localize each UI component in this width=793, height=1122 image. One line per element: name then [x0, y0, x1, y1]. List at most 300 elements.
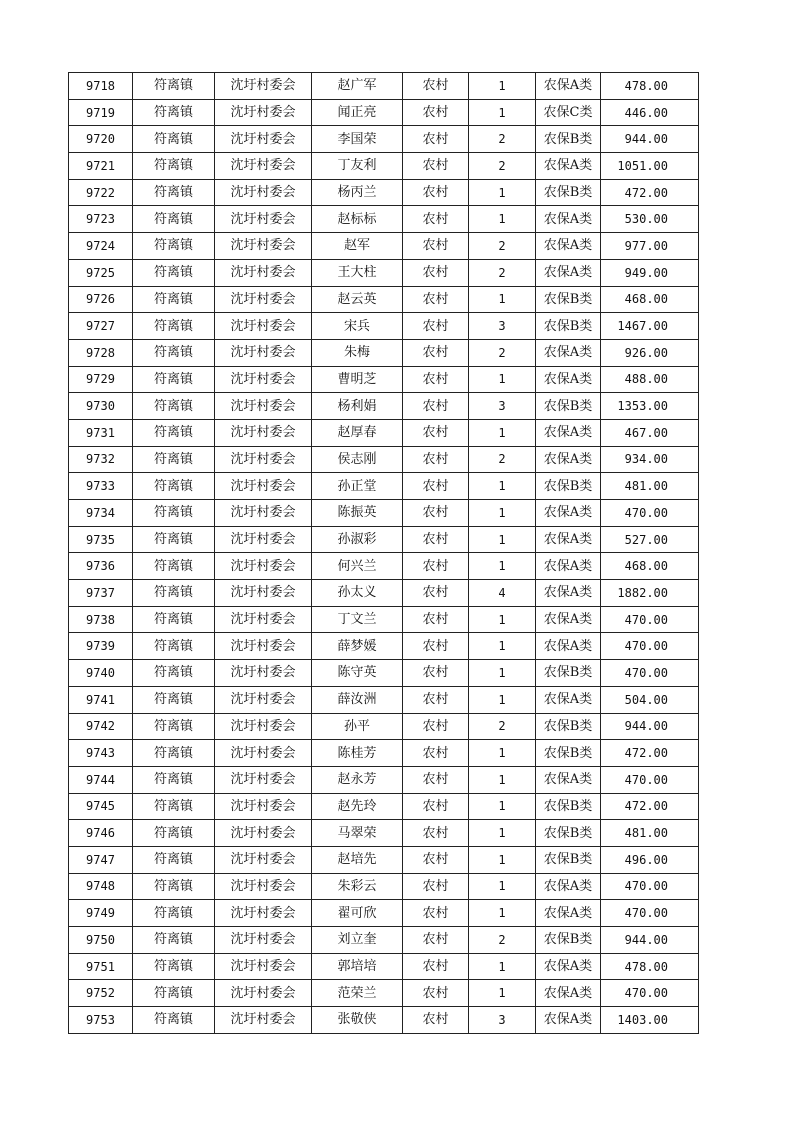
cell-village: 沈圩村委会 — [215, 313, 312, 340]
cell-row-number: 9735 — [69, 526, 133, 553]
cell-row-number: 9739 — [69, 633, 133, 660]
cell-insurance-category: 农保B类 — [536, 820, 601, 847]
cell-amount: 468.00 — [601, 286, 699, 313]
cell-row-number: 9742 — [69, 713, 133, 740]
cell-area-type: 农村 — [403, 953, 469, 980]
cell-town: 符离镇 — [133, 1007, 215, 1034]
cell-amount: 478.00 — [601, 73, 699, 100]
cell-village: 沈圩村委会 — [215, 366, 312, 393]
cell-area-type: 农村 — [403, 660, 469, 687]
cell-town: 符离镇 — [133, 393, 215, 420]
cell-row-number: 9745 — [69, 793, 133, 820]
cell-area-type: 农村 — [403, 366, 469, 393]
cell-village: 沈圩村委会 — [215, 446, 312, 473]
cell-insurance-category: 农保A类 — [536, 686, 601, 713]
cell-town: 符离镇 — [133, 99, 215, 126]
cell-insurance-category: 农保A类 — [536, 873, 601, 900]
table-row — [69, 153, 699, 180]
cell-household-size: 1 — [469, 980, 536, 1007]
cell-insurance-category: 农保B类 — [536, 927, 601, 954]
cell-amount: 1403.00 — [601, 1007, 699, 1034]
table-row — [69, 793, 699, 820]
cell-town: 符离镇 — [133, 900, 215, 927]
cell-town: 符离镇 — [133, 980, 215, 1007]
table-row — [69, 126, 699, 153]
cell-household-size: 3 — [469, 393, 536, 420]
cell-row-number: 9736 — [69, 553, 133, 580]
cell-household-size: 3 — [469, 1007, 536, 1034]
cell-name: 陈守英 — [312, 660, 403, 687]
cell-town: 符离镇 — [133, 766, 215, 793]
cell-household-size: 2 — [469, 259, 536, 286]
cell-insurance-category: 农保A类 — [536, 153, 601, 180]
cell-name: 赵军 — [312, 233, 403, 260]
cell-area-type: 农村 — [403, 820, 469, 847]
cell-area-type: 农村 — [403, 1007, 469, 1034]
cell-town: 符离镇 — [133, 419, 215, 446]
cell-insurance-category: 农保B类 — [536, 473, 601, 500]
cell-area-type: 农村 — [403, 713, 469, 740]
cell-amount: 467.00 — [601, 419, 699, 446]
cell-amount: 470.00 — [601, 900, 699, 927]
cell-insurance-category: 农保B类 — [536, 286, 601, 313]
cell-insurance-category: 农保A类 — [536, 953, 601, 980]
cell-row-number: 9718 — [69, 73, 133, 100]
cell-name: 杨利娟 — [312, 393, 403, 420]
cell-household-size: 1 — [469, 686, 536, 713]
cell-name: 薛梦媛 — [312, 633, 403, 660]
cell-amount: 944.00 — [601, 126, 699, 153]
cell-row-number: 9726 — [69, 286, 133, 313]
cell-name: 陈桂芳 — [312, 740, 403, 767]
cell-area-type: 农村 — [403, 73, 469, 100]
cell-amount: 470.00 — [601, 873, 699, 900]
cell-household-size: 1 — [469, 953, 536, 980]
cell-village: 沈圩村委会 — [215, 580, 312, 607]
cell-insurance-category: 农保B类 — [536, 740, 601, 767]
table-row — [69, 419, 699, 446]
cell-town: 符离镇 — [133, 633, 215, 660]
cell-town: 符离镇 — [133, 313, 215, 340]
table-row — [69, 99, 699, 126]
cell-row-number: 9746 — [69, 820, 133, 847]
cell-village: 沈圩村委会 — [215, 793, 312, 820]
table-row — [69, 393, 699, 420]
cell-name: 赵培先 — [312, 846, 403, 873]
cell-town: 符离镇 — [133, 153, 215, 180]
cell-household-size: 1 — [469, 206, 536, 233]
cell-amount: 488.00 — [601, 366, 699, 393]
cell-household-size: 1 — [469, 99, 536, 126]
cell-village: 沈圩村委会 — [215, 126, 312, 153]
cell-name: 赵广军 — [312, 73, 403, 100]
cell-row-number: 9719 — [69, 99, 133, 126]
cell-amount: 504.00 — [601, 686, 699, 713]
cell-insurance-category: 农保B类 — [536, 713, 601, 740]
cell-village: 沈圩村委会 — [215, 179, 312, 206]
cell-town: 符离镇 — [133, 206, 215, 233]
cell-village: 沈圩村委会 — [215, 900, 312, 927]
cell-area-type: 农村 — [403, 900, 469, 927]
cell-household-size: 1 — [469, 366, 536, 393]
cell-amount: 944.00 — [601, 713, 699, 740]
cell-insurance-category: 农保B类 — [536, 179, 601, 206]
cell-row-number: 9752 — [69, 980, 133, 1007]
cell-row-number: 9737 — [69, 580, 133, 607]
cell-name: 范荣兰 — [312, 980, 403, 1007]
cell-town: 符离镇 — [133, 526, 215, 553]
cell-town: 符离镇 — [133, 713, 215, 740]
cell-village: 沈圩村委会 — [215, 553, 312, 580]
cell-name: 翟可欣 — [312, 900, 403, 927]
cell-village: 沈圩村委会 — [215, 393, 312, 420]
cell-area-type: 农村 — [403, 526, 469, 553]
cell-household-size: 1 — [469, 633, 536, 660]
table-row — [69, 500, 699, 527]
cell-town: 符离镇 — [133, 660, 215, 687]
cell-insurance-category: 农保A类 — [536, 900, 601, 927]
cell-insurance-category: 农保A类 — [536, 73, 601, 100]
table-row — [69, 873, 699, 900]
cell-name: 郭培培 — [312, 953, 403, 980]
cell-village: 沈圩村委会 — [215, 259, 312, 286]
cell-town: 符离镇 — [133, 126, 215, 153]
cell-insurance-category: 农保B类 — [536, 393, 601, 420]
table-row — [69, 553, 699, 580]
cell-village: 沈圩村委会 — [215, 73, 312, 100]
table-row — [69, 633, 699, 660]
cell-town: 符离镇 — [133, 339, 215, 366]
cell-name: 赵云英 — [312, 286, 403, 313]
cell-area-type: 农村 — [403, 179, 469, 206]
table-row — [69, 927, 699, 954]
cell-town: 符离镇 — [133, 740, 215, 767]
cell-town: 符离镇 — [133, 580, 215, 607]
cell-village: 沈圩村委会 — [215, 419, 312, 446]
table-row — [69, 820, 699, 847]
cell-town: 符离镇 — [133, 873, 215, 900]
cell-village: 沈圩村委会 — [215, 606, 312, 633]
cell-amount: 481.00 — [601, 473, 699, 500]
cell-area-type: 农村 — [403, 846, 469, 873]
cell-insurance-category: 农保A类 — [536, 580, 601, 607]
cell-household-size: 1 — [469, 73, 536, 100]
cell-name: 赵厚春 — [312, 419, 403, 446]
cell-insurance-category: 农保A类 — [536, 339, 601, 366]
cell-area-type: 农村 — [403, 606, 469, 633]
cell-insurance-category: 农保A类 — [536, 446, 601, 473]
cell-area-type: 农村 — [403, 686, 469, 713]
table-row — [69, 446, 699, 473]
cell-amount: 1353.00 — [601, 393, 699, 420]
cell-row-number: 9741 — [69, 686, 133, 713]
cell-name: 赵标标 — [312, 206, 403, 233]
table-row — [69, 606, 699, 633]
cell-area-type: 农村 — [403, 873, 469, 900]
cell-village: 沈圩村委会 — [215, 1007, 312, 1034]
cell-village: 沈圩村委会 — [215, 206, 312, 233]
cell-area-type: 农村 — [403, 980, 469, 1007]
table-row — [69, 686, 699, 713]
cell-name: 薛汝洲 — [312, 686, 403, 713]
cell-area-type: 农村 — [403, 233, 469, 260]
cell-village: 沈圩村委会 — [215, 633, 312, 660]
cell-insurance-category: 农保A类 — [536, 526, 601, 553]
cell-village: 沈圩村委会 — [215, 286, 312, 313]
cell-area-type: 农村 — [403, 153, 469, 180]
table-row — [69, 179, 699, 206]
cell-amount: 977.00 — [601, 233, 699, 260]
cell-name: 闻正亮 — [312, 99, 403, 126]
cell-town: 符离镇 — [133, 953, 215, 980]
cell-name: 刘立奎 — [312, 927, 403, 954]
cell-insurance-category: 农保A类 — [536, 1007, 601, 1034]
cell-town: 符离镇 — [133, 846, 215, 873]
cell-area-type: 农村 — [403, 339, 469, 366]
cell-town: 符离镇 — [133, 553, 215, 580]
table-row — [69, 660, 699, 687]
cell-town: 符离镇 — [133, 500, 215, 527]
cell-name: 朱彩云 — [312, 873, 403, 900]
cell-insurance-category: 农保B类 — [536, 126, 601, 153]
cell-insurance-category: 农保A类 — [536, 980, 601, 1007]
cell-village: 沈圩村委会 — [215, 820, 312, 847]
cell-town: 符离镇 — [133, 793, 215, 820]
table-row — [69, 766, 699, 793]
cell-row-number: 9753 — [69, 1007, 133, 1034]
cell-insurance-category: 农保A类 — [536, 366, 601, 393]
table-row — [69, 1007, 699, 1034]
cell-row-number: 9732 — [69, 446, 133, 473]
cell-row-number: 9728 — [69, 339, 133, 366]
table-row — [69, 980, 699, 1007]
cell-row-number: 9738 — [69, 606, 133, 633]
cell-insurance-category: 农保A类 — [536, 766, 601, 793]
cell-household-size: 4 — [469, 580, 536, 607]
cell-household-size: 1 — [469, 286, 536, 313]
table-body — [69, 73, 699, 1034]
table-row — [69, 580, 699, 607]
cell-amount: 446.00 — [601, 99, 699, 126]
cell-amount: 926.00 — [601, 339, 699, 366]
cell-town: 符离镇 — [133, 233, 215, 260]
cell-name: 朱梅 — [312, 339, 403, 366]
table-row — [69, 73, 699, 100]
cell-row-number: 9724 — [69, 233, 133, 260]
cell-household-size: 1 — [469, 660, 536, 687]
cell-town: 符离镇 — [133, 927, 215, 954]
cell-village: 沈圩村委会 — [215, 233, 312, 260]
cell-name: 丁文兰 — [312, 606, 403, 633]
cell-amount: 530.00 — [601, 206, 699, 233]
cell-household-size: 1 — [469, 179, 536, 206]
cell-village: 沈圩村委会 — [215, 873, 312, 900]
cell-amount: 527.00 — [601, 526, 699, 553]
cell-amount: 472.00 — [601, 179, 699, 206]
cell-household-size: 1 — [469, 526, 536, 553]
cell-village: 沈圩村委会 — [215, 99, 312, 126]
cell-amount: 944.00 — [601, 927, 699, 954]
cell-area-type: 农村 — [403, 286, 469, 313]
cell-row-number: 9744 — [69, 766, 133, 793]
table-row — [69, 713, 699, 740]
cell-amount: 470.00 — [601, 606, 699, 633]
cell-village: 沈圩村委会 — [215, 953, 312, 980]
cell-row-number: 9748 — [69, 873, 133, 900]
cell-row-number: 9723 — [69, 206, 133, 233]
cell-area-type: 农村 — [403, 313, 469, 340]
cell-area-type: 农村 — [403, 393, 469, 420]
cell-row-number: 9740 — [69, 660, 133, 687]
cell-town: 符离镇 — [133, 446, 215, 473]
cell-amount: 470.00 — [601, 766, 699, 793]
cell-name: 陈振英 — [312, 500, 403, 527]
table-row — [69, 233, 699, 260]
table-row — [69, 473, 699, 500]
cell-amount: 934.00 — [601, 446, 699, 473]
cell-household-size: 1 — [469, 846, 536, 873]
cell-area-type: 农村 — [403, 580, 469, 607]
cell-household-size: 1 — [469, 606, 536, 633]
cell-household-size: 1 — [469, 419, 536, 446]
cell-town: 符离镇 — [133, 686, 215, 713]
cell-amount: 1051.00 — [601, 153, 699, 180]
cell-household-size: 1 — [469, 766, 536, 793]
cell-insurance-category: 农保A类 — [536, 606, 601, 633]
cell-insurance-category: 农保C类 — [536, 99, 601, 126]
cell-village: 沈圩村委会 — [215, 473, 312, 500]
cell-row-number: 9751 — [69, 953, 133, 980]
cell-household-size: 2 — [469, 153, 536, 180]
cell-household-size: 2 — [469, 927, 536, 954]
cell-amount: 472.00 — [601, 793, 699, 820]
table-row — [69, 366, 699, 393]
cell-row-number: 9730 — [69, 393, 133, 420]
cell-name: 赵先玲 — [312, 793, 403, 820]
cell-town: 符离镇 — [133, 366, 215, 393]
cell-village: 沈圩村委会 — [215, 846, 312, 873]
cell-town: 符离镇 — [133, 606, 215, 633]
cell-village: 沈圩村委会 — [215, 766, 312, 793]
cell-village: 沈圩村委会 — [215, 980, 312, 1007]
cell-name: 马翠荣 — [312, 820, 403, 847]
cell-name: 孙正堂 — [312, 473, 403, 500]
cell-household-size: 2 — [469, 713, 536, 740]
cell-town: 符离镇 — [133, 473, 215, 500]
cell-name: 孙淑彩 — [312, 526, 403, 553]
cell-row-number: 9733 — [69, 473, 133, 500]
cell-village: 沈圩村委会 — [215, 686, 312, 713]
cell-name: 王大柱 — [312, 259, 403, 286]
cell-household-size: 1 — [469, 873, 536, 900]
cell-row-number: 9727 — [69, 313, 133, 340]
relief-roster-table — [68, 72, 699, 1034]
cell-row-number: 9720 — [69, 126, 133, 153]
cell-amount: 481.00 — [601, 820, 699, 847]
cell-area-type: 农村 — [403, 206, 469, 233]
cell-area-type: 农村 — [403, 473, 469, 500]
cell-insurance-category: 农保B类 — [536, 793, 601, 820]
cell-village: 沈圩村委会 — [215, 713, 312, 740]
cell-village: 沈圩村委会 — [215, 740, 312, 767]
cell-area-type: 农村 — [403, 99, 469, 126]
cell-area-type: 农村 — [403, 419, 469, 446]
cell-area-type: 农村 — [403, 126, 469, 153]
cell-name: 侯志刚 — [312, 446, 403, 473]
cell-name: 李国荣 — [312, 126, 403, 153]
cell-row-number: 9750 — [69, 927, 133, 954]
cell-row-number: 9725 — [69, 259, 133, 286]
cell-household-size: 1 — [469, 500, 536, 527]
table-row — [69, 846, 699, 873]
cell-village: 沈圩村委会 — [215, 500, 312, 527]
cell-insurance-category: 农保A类 — [536, 553, 601, 580]
cell-amount: 1467.00 — [601, 313, 699, 340]
table-row — [69, 526, 699, 553]
cell-name: 孙平 — [312, 713, 403, 740]
cell-household-size: 1 — [469, 740, 536, 767]
cell-insurance-category: 农保A类 — [536, 259, 601, 286]
cell-village: 沈圩村委会 — [215, 927, 312, 954]
cell-name: 宋兵 — [312, 313, 403, 340]
cell-household-size: 2 — [469, 126, 536, 153]
cell-area-type: 农村 — [403, 259, 469, 286]
cell-village: 沈圩村委会 — [215, 153, 312, 180]
table-row — [69, 259, 699, 286]
cell-amount: 470.00 — [601, 660, 699, 687]
cell-area-type: 农村 — [403, 500, 469, 527]
cell-insurance-category: 农保A类 — [536, 419, 601, 446]
cell-area-type: 农村 — [403, 740, 469, 767]
cell-name: 孙太义 — [312, 580, 403, 607]
cell-household-size: 1 — [469, 900, 536, 927]
cell-town: 符离镇 — [133, 286, 215, 313]
table-row — [69, 286, 699, 313]
cell-insurance-category: 农保A类 — [536, 206, 601, 233]
table-row — [69, 740, 699, 767]
cell-row-number: 9749 — [69, 900, 133, 927]
cell-amount: 470.00 — [601, 500, 699, 527]
table-row — [69, 900, 699, 927]
cell-insurance-category: 农保B类 — [536, 313, 601, 340]
table-row — [69, 339, 699, 366]
cell-household-size: 3 — [469, 313, 536, 340]
cell-household-size: 2 — [469, 339, 536, 366]
cell-name: 丁友利 — [312, 153, 403, 180]
cell-amount: 1882.00 — [601, 580, 699, 607]
cell-village: 沈圩村委会 — [215, 526, 312, 553]
table-row — [69, 206, 699, 233]
cell-row-number: 9731 — [69, 419, 133, 446]
cell-area-type: 农村 — [403, 766, 469, 793]
cell-area-type: 农村 — [403, 927, 469, 954]
cell-town: 符离镇 — [133, 179, 215, 206]
cell-row-number: 9734 — [69, 500, 133, 527]
cell-area-type: 农村 — [403, 633, 469, 660]
cell-name: 张敬侠 — [312, 1007, 403, 1034]
cell-row-number: 9722 — [69, 179, 133, 206]
cell-area-type: 农村 — [403, 793, 469, 820]
cell-insurance-category: 农保B类 — [536, 660, 601, 687]
cell-insurance-category: 农保A类 — [536, 500, 601, 527]
cell-row-number: 9721 — [69, 153, 133, 180]
cell-insurance-category: 农保A类 — [536, 633, 601, 660]
cell-household-size: 2 — [469, 233, 536, 260]
cell-amount: 949.00 — [601, 259, 699, 286]
cell-town: 符离镇 — [133, 259, 215, 286]
cell-town: 符离镇 — [133, 73, 215, 100]
cell-insurance-category: 农保A类 — [536, 233, 601, 260]
